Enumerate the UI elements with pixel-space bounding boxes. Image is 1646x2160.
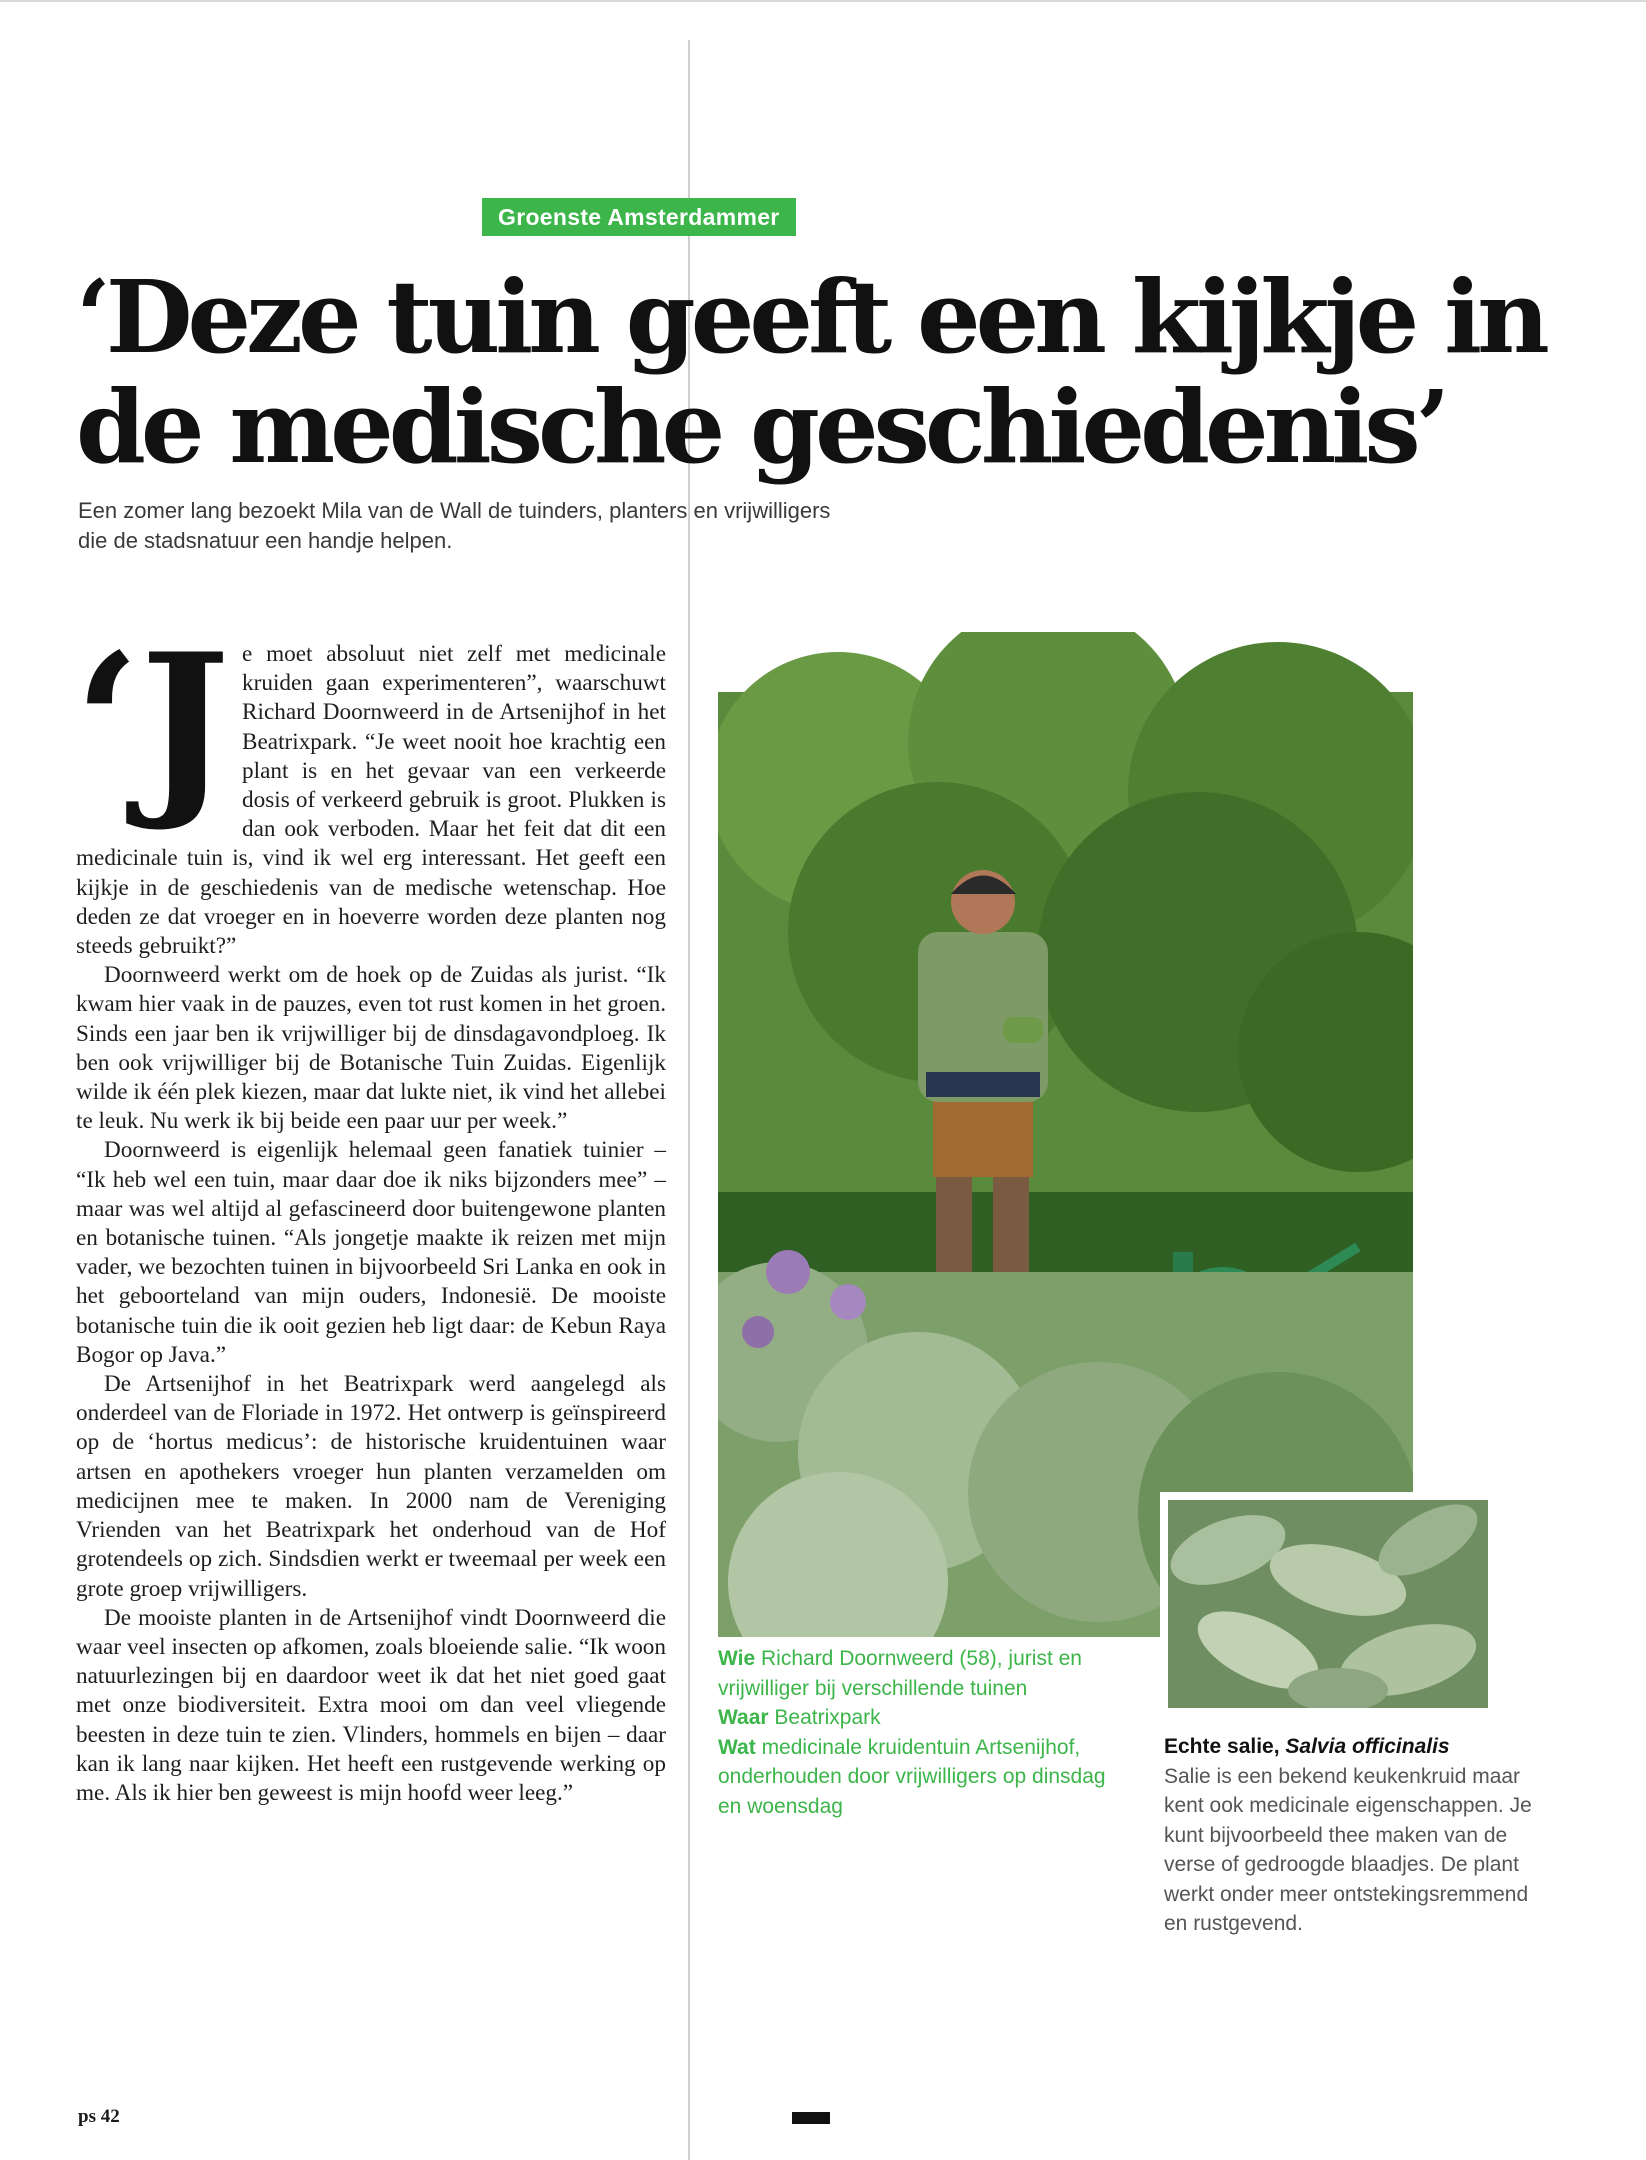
caption-label-wie: Wie [718, 1647, 756, 1670]
caption-text-wat: medicinale kruidentuin Artsenijhof, onderhouden door vrijwilligers op dinsdag en woensdag [718, 1735, 1106, 1818]
section-kicker: Groenste Amsterdammer [482, 198, 796, 236]
salie-leaves-illustration [1168, 1500, 1488, 1708]
salie-caption-title: Echte salie, Salvia officinalis [1164, 1735, 1450, 1758]
gardener-photo-illustration [718, 632, 1413, 1637]
salie-latin-name: Salvia officinalis [1285, 1735, 1450, 1758]
page-title [76, 258, 1576, 486]
salie-caption [1164, 1732, 1544, 1939]
article-paragraph: ‘Je moet absoluut niet zelf met medicinale kruiden gaan experimenteren”, waarschuwt Richard Doornweerd in de Artsenijhof in het Beatrixpark. “Je weet nooit hoe krachtig een plant is en het gevaar van een verkeerde dosis of verkeerd gebruik is groot. Plukken is dan ook verboden. Maar het feit dat dit een medicinale tuin is, vind ik wel erg interessant. Het geeft een kijkje in de geschiedenis van de medische wetenschap. Hoe deden ze dat vroeger en in hoeverre worden deze planten nog steeds gebruikt?” [74, 612, 666, 960]
salie-caption-text: Salie is een bekend keukenkruid maar kent ook medicinale eigenschappen. Je kunt bijvoorbeeld thee maken van de verse of gedroogde blaadjes. De plant werkt onder meer ontstekingsremmend en rustgevend. [1164, 1764, 1532, 1935]
main-photo-gardener [718, 632, 1413, 1637]
top-border [0, 0, 1646, 2]
article-paragraph: De Artsenijhof in het Beatrixpark werd aangelegd als onderdeel van de Floriade in 1972. Het ontwerp is geïnspireerd op de ‘hortus medicus’: de historische kruidentuinen waar artsen en apothekers vroeger hun planten verzamelden om medicijnen mee te maken. In 2000 nam de Vereniging Vrienden van het Beatrixpark het onderhoud van de Hof grotendeels op zich. Sindsdien werkt er tweemaal per week een grote groep vrijwilligers. [76, 1371, 666, 1602]
headline-line-1: ‘Deze tuin geeft een kijkje in [76, 258, 1545, 376]
headline-line-2: de medische geschiedenis’ [76, 368, 1446, 486]
salie-photo [1160, 1492, 1512, 1732]
intro-text: Een zomer lang bezoekt Mila van de Wall de tuinders, planters en vrijwilligers die de stadsnatuur een handje helpen. [78, 498, 831, 553]
photo-caption-info [718, 1644, 1118, 1821]
page-number: ps 42 [78, 2106, 120, 2127]
caption-text-waar: Beatrixpark [774, 1706, 881, 1729]
caption-label-wat: Wat [718, 1735, 756, 1759]
article-paragraph: De mooiste planten in de Artsenijhof vindt Doornweerd die waar veel insecten op afkomen, zoals bloeiende salie. “Ik woon natuurlezingen bij en daardoor weet ik dat het niet goed gaat met onze biodiversiteit. Extra mooi om dan veel vliegende beesten in deze tuin te zien. Vlinders, hommels en bijen – daar kan ik lang naar kijken. Het heeft een rustgevende werking op me. Als ik hier ben geweest is mijn hoofd weer leeg.” [76, 1604, 666, 1806]
article-paragraph: Doornweerd werkt om de hoek op de Zuidas als jurist. “Ik kwam hier vaak in de pauzes, even tot rust komen in het groen. Sinds een jaar ben ik vrijwilliger bij de dinsdagavondploeg. Ik ben ook vrijwilliger bij de Botanische Tuin Zuidas. Eigenlijk wilde ik één plek kiezen, maar dat lukte niet, ik vind het allebei te leuk. Nu werk ik bij beide een paar uur per week.” [76, 962, 666, 1135]
article-paragraph: Doornweerd is eigenlijk helemaal geen fanatiek tuinier – “Ik heb wel een tuin, maar daar doe ik niks bijzonders mee” – maar was wel altijd al gefascineerd door buitengewone planten en botanische tuinen. “Als jongetje maakte ik reizen met mijn vader, we bezochten tuinen in bijvoorbeeld Sri Lanka en ook in het geboorteland van mijn ouders, Indonesië. De mooiste botanische tuin die ik ooit gezien heb ligt daar: de Kebun Raya Bogor op Java.” [76, 1137, 666, 1368]
caption-label-waar: Waar [718, 1706, 769, 1729]
end-mark [792, 2112, 830, 2124]
article-body [74, 612, 666, 1808]
drop-cap: ‘J [74, 612, 231, 835]
caption-text-wie: Richard Doornweerd (58), jurist en vrijwilliger bij verschillende tuinen [718, 1647, 1082, 1700]
